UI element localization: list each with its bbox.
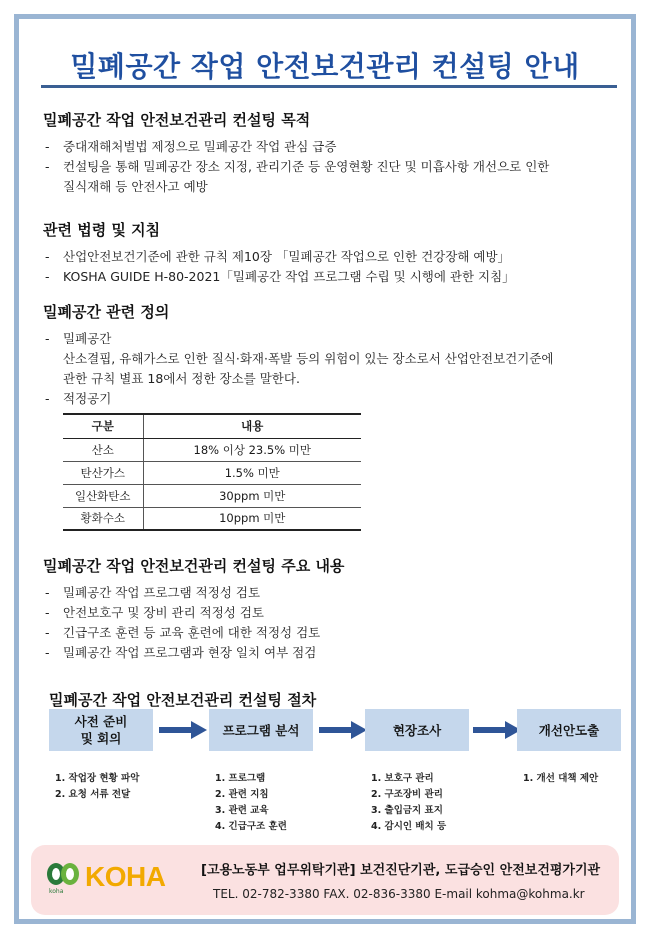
contact-info: TEL. 02-782-3380 FAX. 02-836-3380 E-mail kohma@kohma.kr [213,887,585,901]
content-item: - 밀폐공간 작업 프로그램과 현장 일치 여부 점검 [43,643,623,663]
content-item: - 밀폐공간 작업 프로그램 적정성 검토 [43,583,623,603]
step-detail: 1. 개선 대책 제안 [523,773,599,784]
purpose-item: - 컨설팅을 통해 밀폐공간 장소 지정, 관리기준 등 운영현황 진단 및 미흡사항 개선으로 인한 [43,157,623,177]
step-label: 및 회의 [80,731,122,746]
page-frame [14,14,636,924]
law-item: - 산업안전보건기준에 관한 규칙 제10장 「밀폐공간 작업으로 인한 건강장해 예방」 [43,247,623,267]
table-row [63,461,361,484]
arrow-right-icon [159,721,207,739]
laws-section [43,219,623,287]
definition-label: - 밀폐공간 [43,329,623,349]
table-header-row [63,414,361,438]
procedure-heading: 밀폐공간 작업 안전보건관리 컨설팅 절차 [49,691,317,709]
purpose-heading: 밀폐공간 작업 안전보건관리 컨설팅 목적 [43,111,311,129]
table-row [63,438,361,461]
purpose-section [43,109,623,197]
step-detail: 4. 감시인 배치 등 [371,821,447,832]
logo-small-text: koha [49,888,64,895]
step-box-improvement [517,709,621,751]
logo-leaf-icon [45,861,81,891]
step-detail: 3. 출입금지 표지 [371,805,443,816]
organization-text: [고용노동부 업무위탁기관] 보건진단기관, 도급승인 안전보건평가기관 [201,863,601,878]
table-cell: 산소 [63,438,143,461]
title-divider [41,85,617,88]
definitions-heading: 밀폐공간 관련 정의 [43,303,170,321]
contents-section [43,555,623,663]
step-label: 현장조사 [392,722,442,738]
table-row [63,484,361,507]
table-cell: 일산화탄소 [63,484,143,507]
purpose-item: - 중대재해처벌법 제정으로 밀폐공간 작업 관심 급증 [43,137,623,157]
step-detail: 1. 프로그램 [215,773,266,784]
step-details-survey [371,771,446,835]
step-detail: 4. 긴급구조 훈련 [215,821,287,832]
step-detail: 2. 요청 서류 전달 [55,789,131,800]
law-item: - KOSHA GUIDE H-80-2021「밀폐공간 작업 프로그램 수립 및 시행에 관한 지침」 [43,267,623,287]
content-item: - 안전보호구 및 장비 관리 적정성 검토 [43,603,623,623]
contents-heading: 밀폐공간 작업 안전보건관리 컨설팅 주요 내용 [43,557,345,575]
table-cell: 황화수소 [63,507,143,530]
definition-label: - 적정공기 [43,389,623,409]
content-item: - 긴급구조 훈련 등 교육 훈련에 대한 적정성 검토 [43,623,623,643]
step-box-prepare [49,709,153,751]
step-detail: 3. 관련 교육 [215,805,269,816]
step-details-prepare [55,771,139,803]
definition-text: 관한 규칙 별표 18에서 정한 장소를 말한다. [63,371,300,386]
table-cell: 10ppm 미만 [143,507,361,530]
table-cell: 탄산가스 [63,461,143,484]
step-label: 개선안도출 [538,722,600,738]
definitions-section [43,301,623,531]
footer-banner [31,845,619,915]
arrow-right-icon [473,721,521,739]
step-detail: 1. 보호구 관리 [371,773,434,784]
arrow-right-icon [319,721,367,739]
procedure-flow [49,709,629,839]
table-row [63,507,361,530]
page-title: 밀폐공간 작업 안전보건관리 컨설팅 안내 [70,50,580,83]
table-cell: 30ppm 미만 [143,484,361,507]
table-header: 내용 [143,414,361,438]
purpose-item-continued: 질식재해 등 안전사고 예방 [63,179,208,194]
logo-text: KOHA [85,861,166,892]
step-details-improvement [523,771,598,787]
step-label: 사전 준비 [74,714,128,729]
table-header: 구분 [63,414,143,438]
table-cell: 18% 이상 23.5% 미만 [143,438,361,461]
laws-heading: 관련 법령 및 지침 [43,221,161,239]
step-detail: 2. 관련 지침 [215,789,269,800]
koha-logo [45,861,165,901]
step-detail: 2. 구조장비 관리 [371,789,443,800]
step-box-analysis [209,709,313,751]
step-label: 프로그램 분석 [222,722,300,738]
definition-text: 산소결핍, 유해가스로 인한 질식·화재·폭발 등의 위험이 있는 장소로서 산업안전보건기준에 [63,351,554,366]
step-detail: 1. 작업장 현황 파악 [55,773,140,784]
table-cell: 1.5% 미만 [143,461,361,484]
air-standards-table [63,413,361,531]
step-details-analysis [215,771,287,835]
step-box-survey [365,709,469,751]
